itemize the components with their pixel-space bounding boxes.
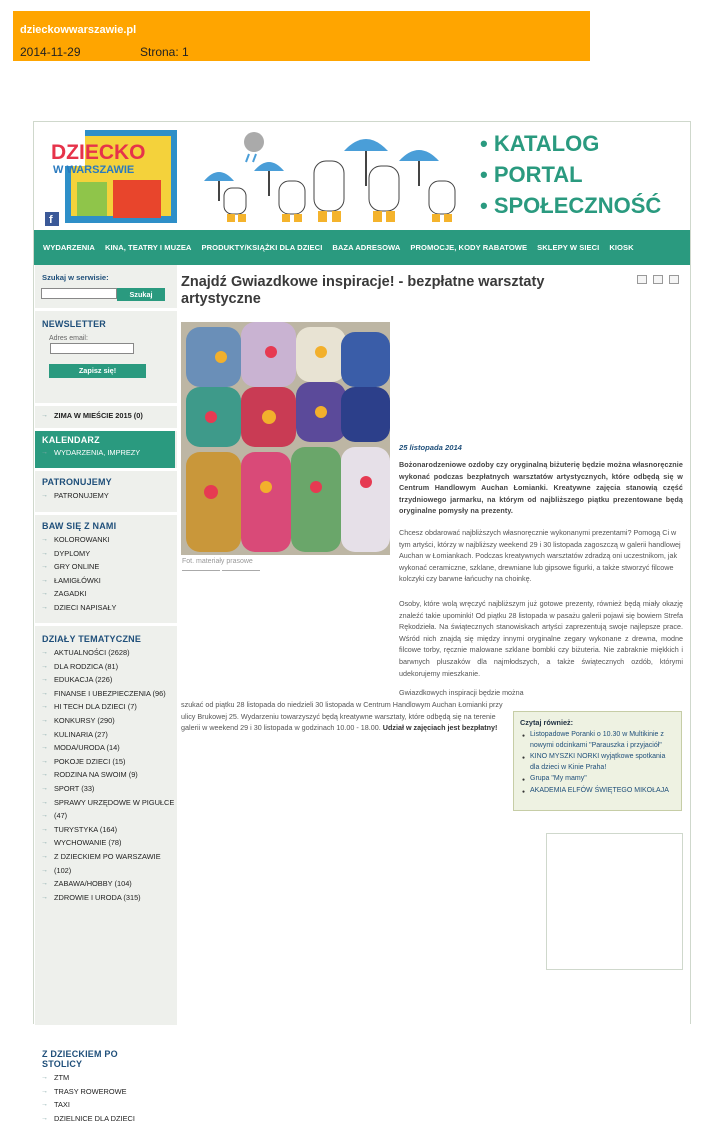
email-icon[interactable] [653,275,663,284]
article-photo [181,322,390,555]
city-item[interactable]: → DZIELNICE DLA DZIECI [35,1112,175,1125]
topic-item[interactable]: → Z DZIECKIEM PO WARSZAWIE [35,850,175,864]
article-date: 25 listopada 2014 [399,443,462,452]
article-tools [637,275,679,284]
topic-item[interactable]: → HI TECH DLA DZIECI (7) [35,700,175,714]
article-paragraph-1: Chcesz obdarować najbliższych własnoręcznie wykonanymi prezentami? Pomogą Ci w tym artyści, którzy w najbliższy weekend 29 i 30 listopada zagoszczą w galerii handlowej Auchan w Łomiankach. Podczas kreatywnych warsztatów zdradzą oni uczestnikom, jak wykonać ceramiczne, szklane, drewniane lub gipsowe figurki, a także stworzyć filcowe kolczyki czy barwne łańcuchy na choinkę. [399,528,681,584]
newsletter-label: Adres email: [49,335,88,342]
article-free-note: Udział w zajęciach jest bezpłatny! [382,723,498,733]
city-item[interactable]: → ZTM [35,1071,175,1085]
article-paragraph-3a: Gwiazdkowych inspiracji będzie można [399,688,524,697]
sidebar-item-gry[interactable]: → GRY ONLINE [35,560,175,574]
topic-item[interactable]: → TURYSTYKA (164) [35,823,175,837]
sidebar-item-dzieci-napisaly[interactable]: → DZIECI NAPISAŁY [35,601,175,615]
email-field[interactable] [50,343,134,354]
play-title: BAW SIĘ Z NAMI [42,521,117,531]
city-item[interactable]: → TRASY ROWEROWE [35,1085,175,1099]
topic-item[interactable]: → MODA/URODA (14) [35,741,175,755]
city-item[interactable]: → TAXI [35,1098,175,1112]
topic-item[interactable]: → SPRAWY URZĘDOWE W PIGUŁCE [35,796,175,810]
topic-item[interactable]: → KONKURSY (290) [35,714,175,728]
pdf-icon[interactable] [669,275,679,284]
photo-caption: Fot. materiały prasowe [182,558,253,565]
related-link[interactable]: ● AKADEMIA ELFÓW ŚWIĘTEGO MIKOŁAJA [520,786,675,797]
related-title: Czytaj również: [520,718,574,727]
nav-baza-adresowa[interactable]: BAZA ADRESOWA [332,243,401,252]
patron-box [35,477,175,503]
topics-title: DZIAŁY TEMATYCZNE [42,634,142,644]
logo-text-top: DZIECKO [51,141,146,164]
topic-item[interactable]: → WYCHOWANIE (78) [35,836,175,850]
site-logo[interactable] [41,126,179,226]
header-tagline [480,128,661,221]
city-title-line2: STOLICY [42,1059,83,1069]
page-number: Strona: 1 [140,45,189,59]
nav-kiosk[interactable]: KIOSK [609,243,634,252]
sidebar [35,265,177,1123]
topic-item[interactable]: → ZDROWIE I URODA (315) [35,891,175,905]
search-box [35,273,175,299]
topic-item[interactable]: → AKTUALNOŚCI (2628) [35,646,175,660]
svg-text:f: f [49,214,53,226]
sidebar-item-wydarzenia[interactable]: → WYDARZENIA, IMPREZY [35,446,175,460]
topics-box [35,634,175,904]
city-box [35,1049,175,1125]
family-umbrella-illustration [194,126,464,226]
topic-item[interactable]: → FINANSE I UBEZPIECZENIA (96) [35,687,175,701]
article-content [181,265,690,1025]
topic-item[interactable]: → POKOJE DZIECI (15) [35,755,175,769]
article-paragraph-2: Osoby, które wolą wręczyć najbliższym już gotowe prezenty, również będą miały okazję znaleźć takie upominki! Od piątku 28 listopada w pasażu galerii pojawi się bowiem Strefa Rękodzieła. Na świątecznych stanowiskach artyści zaprezentują swoje najlepsze prace. Wśród nich znajdą się między innymi oryginalne zegary wykonane z drewna, modne filcowe torby, ręcznie malowane szklane bombki czy biżuteria. Nie zabraknie miękkich i barwnych pluszaków dla najmłodszych, a także świątecznych ozdób, którymi udekorujemy mieszkanie. [399,599,683,678]
topic-item[interactable]: → RODZINA NA SWOIM (9) [35,768,175,782]
related-link[interactable]: ● KINO MYSZKI NORKI wyjątkowe spotkania dla dzieci w Kinie Praha! [520,752,675,773]
search-label: Szukaj w serwisie: [42,273,109,282]
nav-sklepy[interactable]: SKLEPY W SIECI [537,243,600,252]
nav-kina-teatry[interactable]: KINA, TEATRY I MUZEA [104,243,192,252]
topic-item[interactable]: → ZABAWA/HOBBY (104) [35,877,175,891]
nav-promocje[interactable]: PROMOCJE, KODY RABATOWE [410,243,528,252]
calendar-box [35,431,175,468]
search-input[interactable] [41,288,117,299]
related-articles [513,711,682,811]
sidebar-item-kolorowanki[interactable]: → KOLOROWANKI [35,533,175,547]
topic-item-cont[interactable]: → (47) [35,809,175,823]
site-header [34,122,690,229]
tagline-katalog: • KATALOG [480,131,600,156]
calendar-title: KALENDARZ [42,435,100,445]
tagline-spolecznosc: • SPOŁECZNOŚĆ [480,193,662,218]
related-link[interactable]: ● Grupa "My mamy" [520,774,675,785]
sidebar-item-zagadki[interactable]: → ZAGADKI [35,587,175,601]
pdf-header-bar [13,11,590,61]
nav-produkty[interactable]: PRODUKTY/KSIĄŻKI DLA DZIECI [201,243,323,252]
winter-box [35,409,175,423]
print-icon[interactable] [637,275,647,284]
newsletter-box [35,319,175,378]
subscribe-button[interactable]: Zapisz się! [49,364,146,378]
related-link[interactable]: ● Listopadowe Poranki o 10.30 w Multikinie z nowymi odcinkami "Parauszka i przyjaciół" [520,730,675,751]
article-paragraph-3b: szukać od piątku 28 listopada do niedzieli 30 listopada w Centrum Handlowym Auchan Łomianki przy ulicy Brukowej 25. Wydarzeniu towarzyszyć będą kreatywne warsztaty, które odbędą się na terenie galerii w weekend 29 i 30 listopada w godzinach 10.00 - 18.00. [181,700,503,733]
main-navigation [34,230,690,265]
sidebar-item-lamiglowki[interactable]: → ŁAMIGŁÓWKI [35,574,175,588]
print-date: 2014-11-29 [20,45,81,59]
topic-item[interactable]: → SPORT (33) [35,782,175,796]
article-title: Znajdź Gwiazdkowe inspiracje! - bezpłatne warsztaty artystyczne [181,274,545,307]
search-button[interactable]: Szukaj [117,288,165,301]
ad-placeholder [546,833,683,970]
site-url[interactable]: dzieckowwarszawie.pl [20,24,137,36]
page-frame [33,121,691,1123]
tagline-portal: • PORTAL [480,162,583,187]
article-paragraph-3b-wrap [181,699,512,734]
sidebar-item-patronujemy[interactable]: → PATRONUJEMY [35,489,175,503]
sidebar-item-dyplomy[interactable]: → DYPLOMY [35,547,175,561]
topic-item[interactable]: → EDUKACJA (226) [35,673,175,687]
city-title-line1: Z DZIECKIEM PO [42,1049,118,1059]
play-box [35,521,175,615]
newsletter-title: NEWSLETTER [42,319,106,329]
logo-text-bottom: W WARSZAWIE [53,164,135,176]
topic-item[interactable]: → DLA RODZICA (81) [35,660,175,674]
nav-wydarzenia[interactable]: WYDARZENIA [43,243,95,252]
patron-title: PATRONUJEMY [42,477,112,487]
article-lead: Bożonarodzeniowe ozdoby czy oryginalną biżuterię będzie można własnoręcznie wykonać podczas bezpłatnych warsztatów artystycznych, które odbędą się w Centrum Handlowym Auchan Łomianki. Kreatywne zajęcia stanowią część trzydniowego jarmarku, na którym od najbliższego piątku prezentowane będą oryginalne pomysły na prezenty. [399,460,683,516]
topic-item[interactable]: → KULINARIA (27) [35,728,175,742]
topic-item-cont[interactable]: → (102) [35,864,175,878]
sidebar-item-zima[interactable]: → ZIMA W MIEŚCIE 2015 (0) [35,409,175,423]
